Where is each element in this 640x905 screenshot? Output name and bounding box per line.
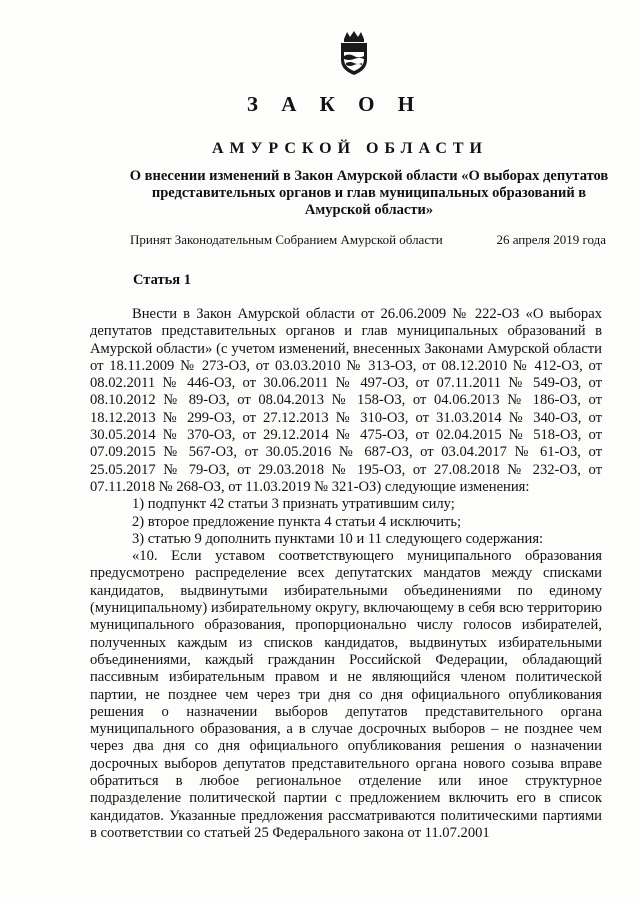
list-item-3: 3) статью 9 дополнить пунктами 10 и 11 следующего содержания: [132,530,544,547]
list-item-2: 2) второе предложение пункта 4 статьи 4 исключить; [132,513,462,530]
adopted-date: 26 апреля 2019 года [496,232,606,247]
article-heading: Статья 1 [133,272,191,288]
quoted-paragraph: «10. Если уставом соответствующего муниципального образования предусмотрено распределение всех депутатских мандатов между списками кандидатов, выдвинутыми избирательными объединениями по единому (муниципальному) избирательному округу, включающему в себя всю территорию муниципального образования, пропорционально числу голосов избирателей, полученных каждым из списков кандидатов, выдвинутых избирательными объединениями, каждый гражданин Российской Федерации, обладающий пассивным избирательным правом и не являющийся членом политической партии, не позднее чем через три дня со дня официального опубликования решения о назначении выборов депутатов представительного органа муниципального образования, а в случае досрочных выборов – не позднее чем через два дня со дня официального опубликования решения о назначении досрочных выборов депутатов представительного органа нового созыва вправе обратиться в любое региональное отделение или иное структурное подразделение политической партии с предложением включить его в список кандидатов. Указанные предложения рассматриваются политическими партиями в соответствии со статьей 25 Федерального закона от 11.07.2001 [90,548,602,841]
law-subtitle [104,168,634,219]
subtitle-line-2: представительных органов и глав муниципальных образований в [151,185,587,201]
article-body [90,306,602,842]
region-title: АМУРСКОЙ ОБЛАСТИ [212,140,488,157]
intro-paragraph: Внести в Закон Амурской области от 26.06.2009 № 222-ОЗ «О выборах депутатов представительных органов и глав муниципальных образований в Амурской области» (с учетом изменений, внесенных Законами Амурской области от 18.11.2009 № 273-ОЗ, от 03.03.2010 № 313-ОЗ, от 08.12.2010 № 412-ОЗ, от 08.02.2011 № 446-ОЗ, от 30.06.2011 № 497-ОЗ, от 07.11.2011 № 549-ОЗ, от 08.10.2012 № 89-ОЗ, от 08.04.2013 № 158-ОЗ, от 04.06.2013 № 186-ОЗ, от 18.12.2013 № 299-ОЗ, от 27.12.2013 № 310-ОЗ, от 31.03.2014 № 340-ОЗ, от 30.05.2014 № 370-ОЗ, от 29.12.2014 № 475-ОЗ, от 02.04.2015 № 518-ОЗ, от 07.09.2015 № 567-ОЗ, от 30.05.2016 № 687-ОЗ, от 03.04.2017 № 61-ОЗ, от 25.05.2017 № 79-ОЗ, от 29.03.2018 № 195-ОЗ, от 27.08.2018 № 232-ОЗ, от 07.11.2018 № 268-ОЗ, от 11.03.2019 № 321-ОЗ) следующие изменения: [90,306,602,495]
document-title: З А К О Н [246,92,424,116]
adoption-info [130,232,606,248]
coat-of-arms-icon [338,30,370,76]
list-item-1: 1) подпункт 42 статьи 3 признать утратившим силу; [132,496,455,513]
subtitle-line-1: О внесении изменений в Закон Амурской области «О выборах депутатов [129,168,609,184]
adopted-by: Принят Законодательным Собранием Амурской области [130,232,443,247]
subtitle-line-3: Амурской области» [304,202,434,218]
